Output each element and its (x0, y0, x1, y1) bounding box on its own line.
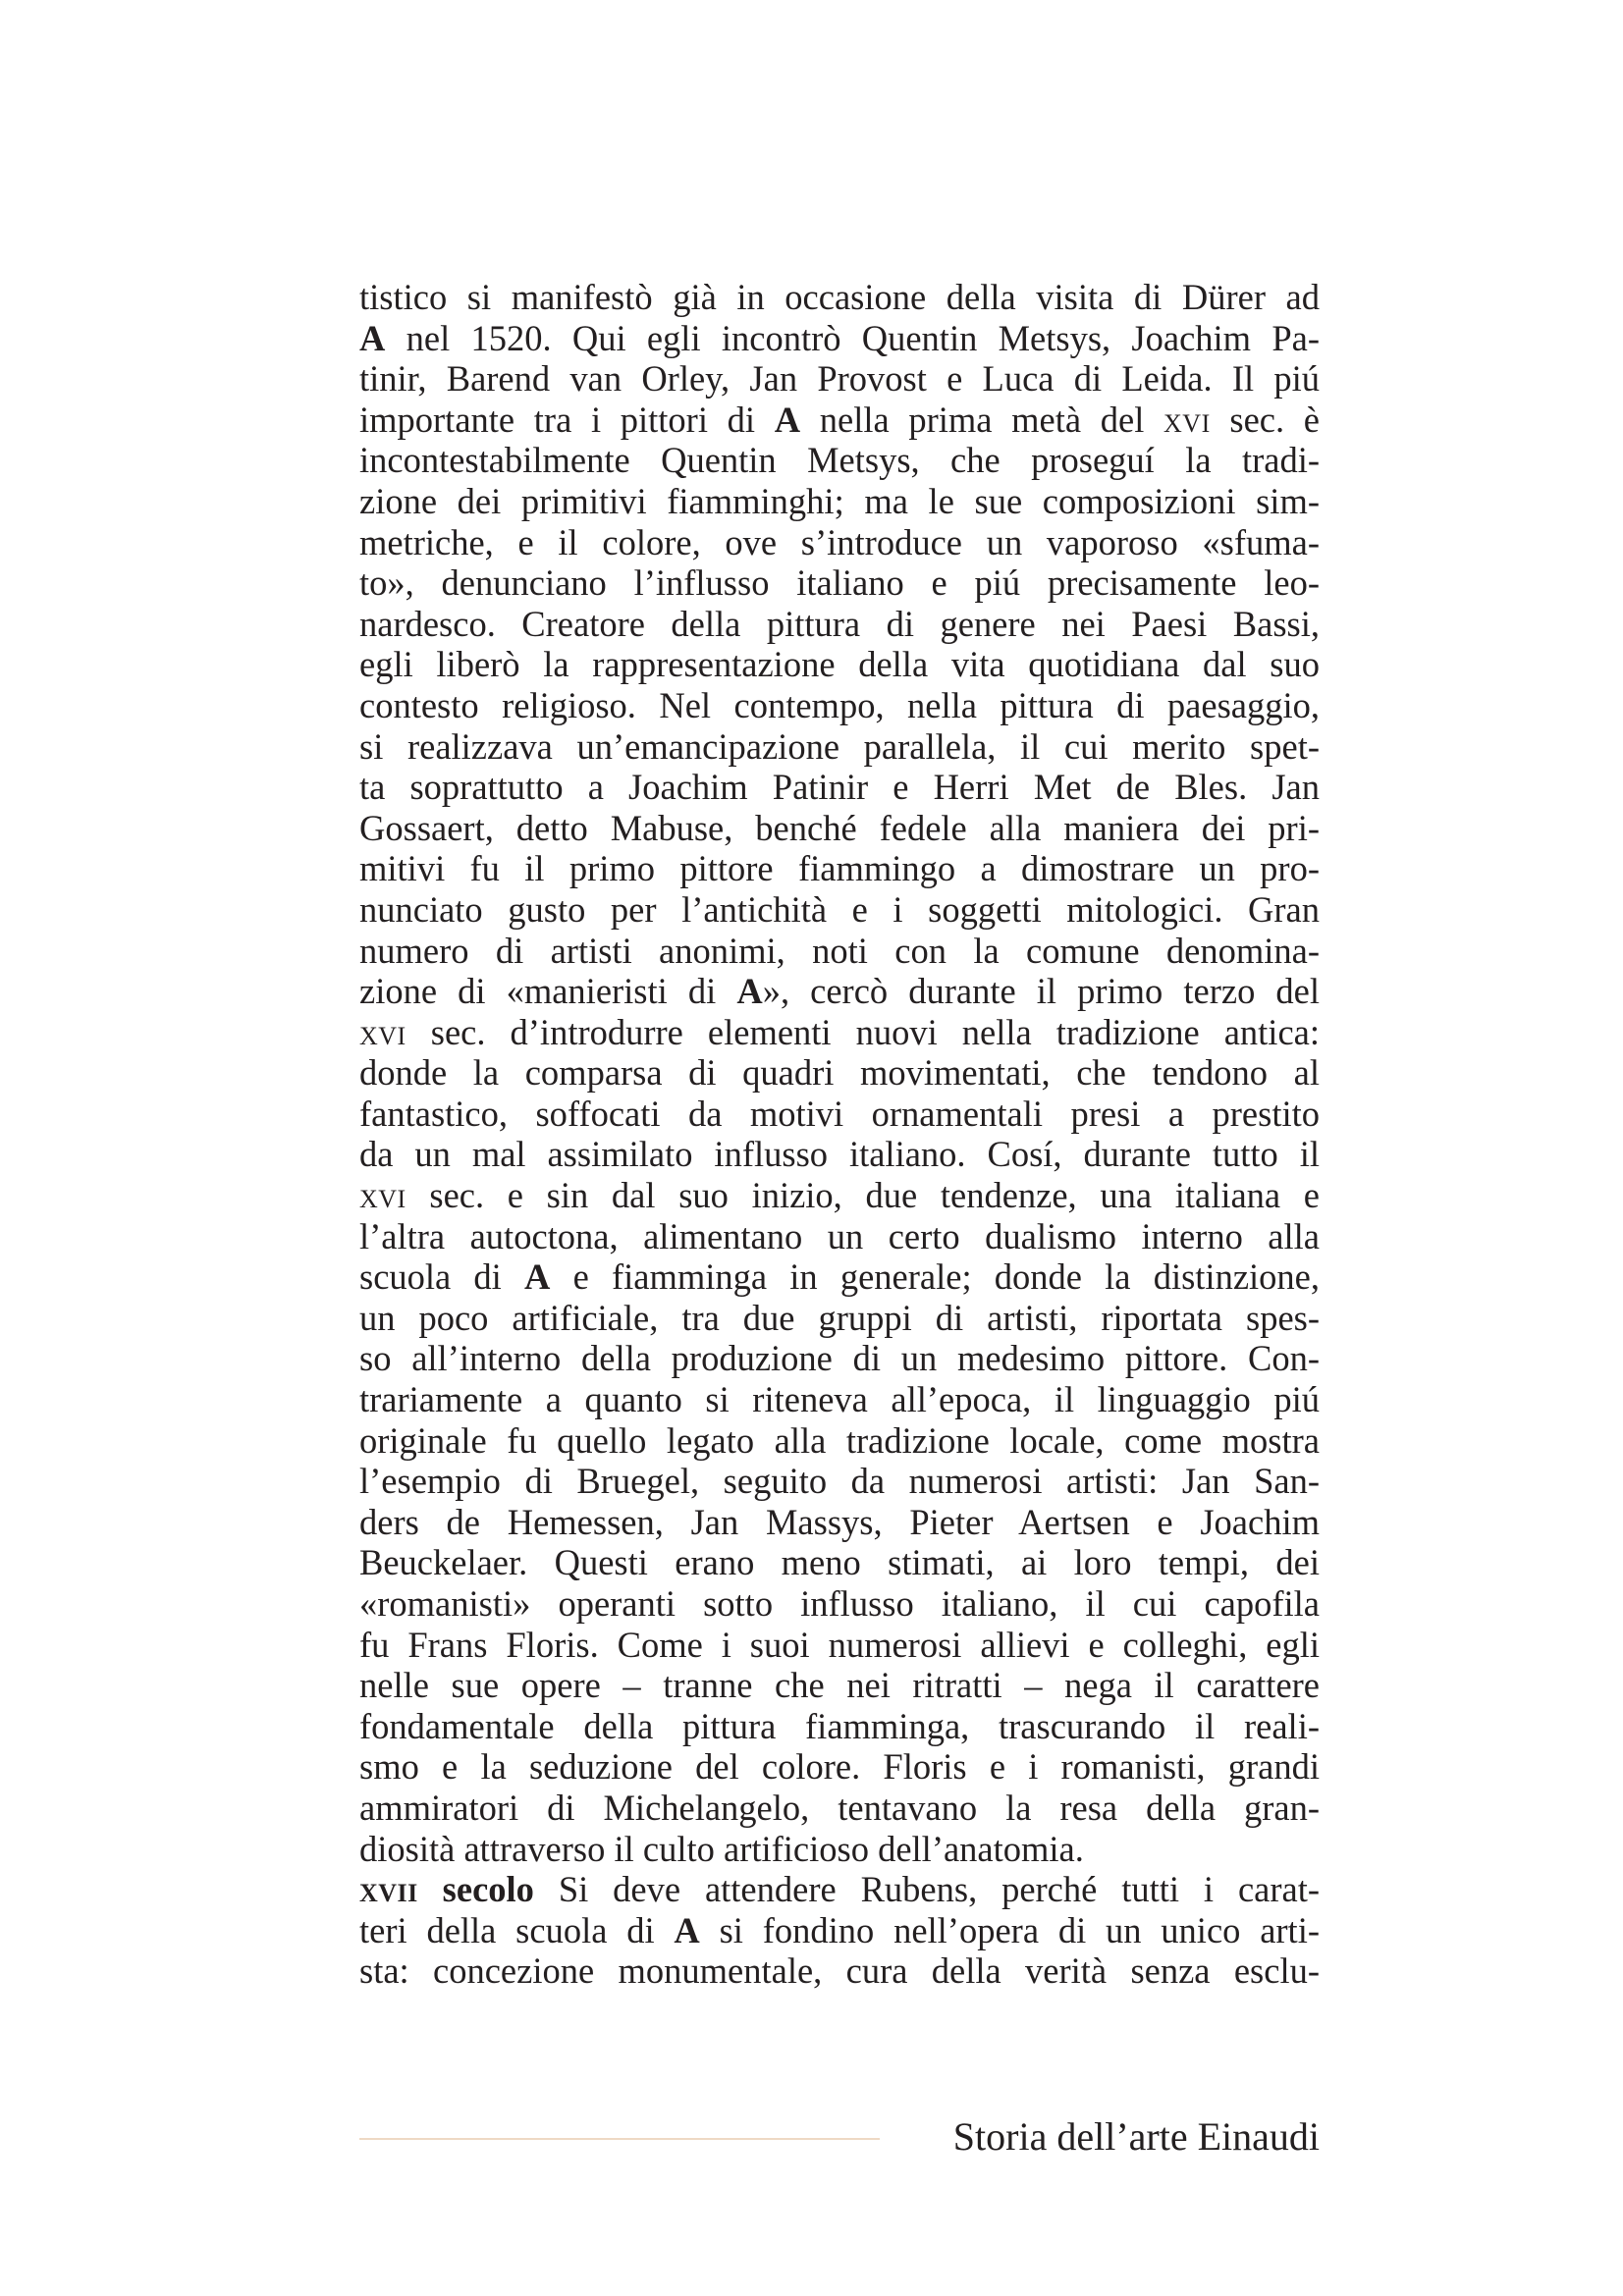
text-line (359, 1665, 1320, 1706)
text-segment: da un mal assimilato influsso italiano. Cosí, durante tutto il (359, 1134, 1320, 1175)
text-line (359, 481, 1320, 522)
text-segment: secolo (417, 1869, 534, 1910)
text-segment: to», denunciano l’influsso italiano e piú precisamente leo- (359, 562, 1320, 604)
text-segment: ta soprattutto a Joachim Patinir e Herri Met de Bles. Jan (359, 767, 1320, 808)
text-line (359, 1052, 1320, 1094)
text-segment: metriche, e il colore, ove s’introduce un vaporoso «sfuma- (359, 521, 1320, 562)
text-segment: xvii (359, 1869, 418, 1910)
text-segment: nelle sue opere – tranne che nei ritratti – nega il carattere (359, 1665, 1320, 1706)
text-line (359, 1625, 1320, 1666)
text-segment: tinir, Barend van Orley, Jan Provost e Luca di Leida. Il piú (359, 358, 1320, 400)
footer-title: Storia dell’arte Einaudi (952, 2114, 1320, 2159)
text-line (359, 1420, 1320, 1462)
text-line (359, 1869, 1320, 1910)
text-segment: A (524, 1256, 551, 1298)
text-line (359, 1012, 1320, 1053)
text-segment: Gossaert, detto Mabuse, benché fedele alla maniera dei pri- (359, 807, 1320, 848)
text-line (359, 1788, 1320, 1829)
text-segment: ammiratori di Michelangelo, tentavano la resa della gran- (359, 1787, 1320, 1828)
text-line (359, 1829, 1320, 1870)
text-line (359, 1746, 1320, 1788)
text-line (359, 1583, 1320, 1625)
text-segment: A (674, 1909, 700, 1950)
text-segment: contesto religioso. Nel contempo, nella pittura di paesaggio, (359, 684, 1320, 725)
text-segment: zione di «manieristi di (359, 971, 737, 1012)
text-segment: egli liberò la rappresentazione della vita quotidiana dal suo (359, 644, 1320, 685)
text-segment: sec. d’introdurre elementi nuovi nella tradizione antica: (406, 1011, 1320, 1052)
text-line (359, 1502, 1320, 1543)
text-line (359, 971, 1320, 1012)
text-segment: sec. e sin dal suo inizio, due tendenze, una italiana e (406, 1175, 1320, 1216)
text-segment: nel 1520. Qui egli incontrò Quentin Metsys, Joachim Pa- (385, 317, 1320, 358)
text-segment: nardesco. Creatore della pittura di genere nei Paesi Bassi, (359, 603, 1320, 644)
text-line (359, 358, 1320, 400)
text-line (359, 604, 1320, 645)
text-segment: so all’interno della produzione di un medesimo pittore. Con- (359, 1338, 1320, 1379)
text-segment: zione dei primitivi fiamminghi; ma le sue composizioni sim- (359, 480, 1320, 521)
text-segment: fantastico, soffocati da motivi ornamentali presi a prestito (359, 1093, 1320, 1134)
text-line (359, 1950, 1320, 1992)
text-segment: teri della scuola di (359, 1909, 675, 1950)
text-line (359, 1094, 1320, 1135)
text-segment: «romanisti» operanti sotto influsso italiano, il cui capofila (359, 1583, 1320, 1624)
text-line (359, 931, 1320, 972)
text-line (359, 277, 1320, 318)
text-segment: tistico si manifestò già in occasione della visita di Dürer ad (359, 277, 1320, 317)
text-line (359, 1379, 1320, 1420)
text-segment: Si deve attendere Rubens, perché tutti i carat- (533, 1869, 1321, 1910)
text-segment: diosità attraverso il culto artificioso dell’anatomia. (359, 1828, 1084, 1869)
text-line (359, 767, 1320, 808)
text-segment: nella prima metà del (800, 399, 1164, 440)
text-line (359, 848, 1320, 889)
text-segment: sec. è (1210, 399, 1321, 440)
text-line (359, 522, 1320, 563)
text-segment: si realizzava un’emancipazione parallela, il cui merito spet- (359, 725, 1320, 767)
text-segment: importante tra i pittori di (359, 399, 775, 440)
text-line (359, 1542, 1320, 1583)
text-line (359, 808, 1320, 849)
text-segment: xvi (359, 1175, 406, 1216)
footer-rule (359, 2138, 880, 2140)
text-segment: smo e la seduzione del colore. Floris e i romanisti, grandi (359, 1746, 1320, 1788)
text-segment: originale fu quello legato alla tradizione locale, come mostra (359, 1419, 1320, 1461)
text-line (359, 1175, 1320, 1216)
text-line (359, 318, 1320, 359)
text-segment: numero di artisti anonimi, noti con la comune denomina- (359, 930, 1320, 971)
text-segment: A (359, 317, 386, 358)
text-segment: xvi (359, 1011, 406, 1052)
text-segment: l’altra autoctona, alimentano un certo dualismo interno alla (359, 1215, 1320, 1256)
text-segment: e fiamminga in generale; donde la distinzione, (550, 1256, 1320, 1298)
text-segment: un poco artificiale, tra due gruppi di artisti, riportata spes- (359, 1297, 1320, 1338)
text-segment: Beuckelaer. Questi erano meno stimati, ai loro tempi, dei (359, 1542, 1320, 1583)
text-segment: xvi (1163, 399, 1211, 440)
text-segment: l’esempio di Bruegel, seguito da numerosi artisti: Jan San- (359, 1461, 1320, 1502)
text-line (359, 644, 1320, 685)
text-segment: A (736, 971, 763, 1012)
text-line (359, 400, 1320, 441)
text-segment: donde la comparsa di quadri movimentati, che tendono al (359, 1052, 1320, 1094)
text-segment: ders de Hemessen, Jan Massys, Pieter Aertsen e Joachim (359, 1501, 1320, 1542)
text-line (359, 1216, 1320, 1257)
text-line (359, 1910, 1320, 1951)
text-line (359, 440, 1320, 481)
text-segment: nunciato gusto per l’antichità e i soggetti mitologici. Gran (359, 888, 1320, 930)
text-segment: », cercò durante il primo terzo del (762, 971, 1320, 1012)
text-segment: fondamentale della pittura fiamminga, trascurando il reali- (359, 1705, 1320, 1746)
text-segment: fu Frans Floris. Come i suoi numerosi allievi e colleghi, egli (359, 1624, 1320, 1665)
text-segment: A (774, 399, 801, 440)
text-line (359, 889, 1320, 931)
text-line (359, 1256, 1320, 1298)
body-text (359, 277, 1320, 1992)
text-line (359, 1706, 1320, 1747)
text-line (359, 685, 1320, 726)
text-line (359, 1338, 1320, 1379)
text-line (359, 1298, 1320, 1339)
text-line (359, 1134, 1320, 1175)
text-line (359, 562, 1320, 604)
text-segment: mitivi fu il primo pittore fiammingo a dimostrare un pro- (359, 848, 1320, 889)
text-line (359, 1461, 1320, 1502)
text-segment: trariamente a quanto si riteneva all’epoca, il linguaggio piú (359, 1379, 1320, 1420)
text-segment: incontestabilmente Quentin Metsys, che proseguí la tradi- (359, 440, 1320, 481)
text-segment: sta: concezione monumentale, cura della verità senza esclu- (359, 1950, 1320, 1992)
text-segment: si fondino nell’opera di un unico arti- (699, 1909, 1320, 1950)
text-segment: scuola di (359, 1256, 525, 1298)
text-line (359, 726, 1320, 768)
